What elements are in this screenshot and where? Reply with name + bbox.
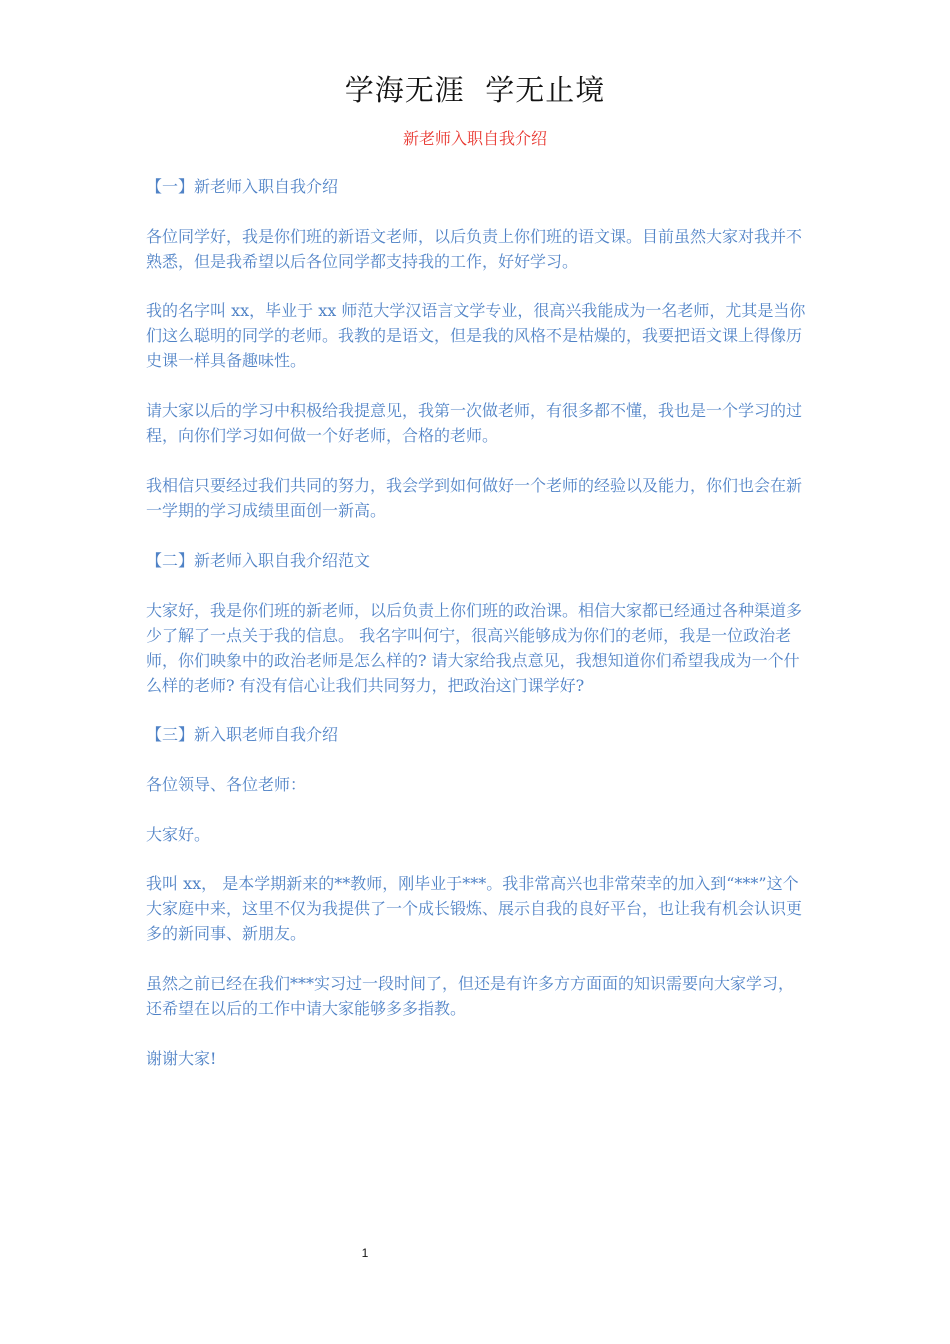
section-1-paragraph-2: 我的名字叫 xx，毕业于 xx 师范大学汉语言文学专业，很高兴我能成为一名老师，尤其是当你们这么聪明的同学的老师。我教的是语文，但是我的风格不是枯燥的，我要把语文课上得像历史课一样具备趣味性。 — [146, 301, 806, 370]
section-1-paragraph-4: 我相信只要经过我们共同的努力，我会学到如何做好一个老师的经验以及能力，你们也会在新一学期的学习成绩里面创一新高。 — [146, 476, 803, 520]
section-2-heading: 【二】新老师入职自我介绍范文 — [146, 551, 371, 570]
document-title: 新老师入职自我介绍 — [402, 129, 547, 148]
section-1-paragraph-3: 请大家以后的学习中积极给我提意见，我第一次做老师，有很多都不懂，我也是一个学习的过程，向你们学习如何做一个好老师，合格的老师。 — [146, 401, 803, 445]
section-1-heading: 【一】新老师入职自我介绍 — [146, 177, 339, 196]
section-2-paragraph-1: 大家好，我是你们班的新老师，以后负责上你们班的政治课。相信大家都已经通过各种渠道多少了解了一点关于我的信息。 我名字叫何宁，很高兴能够成为你们的老师，我是一位政治老师，你们映象中的政治老师是怎么样的? 请大家给我点意见，我想知道你们希望我成为一个什么样的老师? 有没有信心让我们共同努力，把政治这门课学好? — [146, 601, 803, 695]
section-3-paragraph-4: 虽然之前已经在我们***实习过一段时间了，但还是有许多方方面面的知识需要向大家学习，还希望在以后的工作中请大家能够多多指教。 — [146, 974, 795, 1018]
section-3-paragraph-3: 我叫 xx， 是本学期新来的**教师，刚毕业于***。我非常高兴也非常荣幸的加入到“***”这个大家庭中来，这里不仅为我提供了一个成长锻炼、展示自我的良好平台，也让我有机会认识更多的新同事、新朋友。 — [146, 874, 803, 943]
header-motto: 学海无涯 学无止境 — [344, 73, 606, 107]
section-3-paragraph-2: 大家好。 — [146, 825, 211, 844]
section-3-paragraph-1: 各位领导、各位老师： — [146, 775, 307, 794]
section-3-heading: 【三】新入职老师自我介绍 — [146, 725, 339, 744]
section-3-paragraph-5: 谢谢大家! — [146, 1049, 217, 1068]
page-number: 1 — [361, 1246, 369, 1260]
section-1-paragraph-1: 各位同学好，我是你们班的新语文老师，以后负责上你们班的语文课。目前虽然大家对我并不熟悉，但是我希望以后各位同学都支持我的工作，好好学习。 — [146, 227, 803, 271]
